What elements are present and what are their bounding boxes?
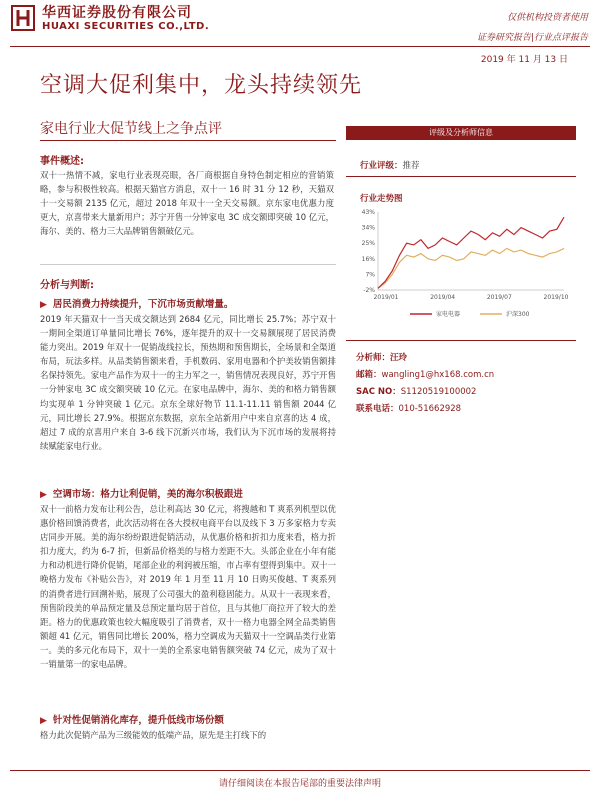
- company-name-en: HUAXI SECURITIES CO.,LTD.: [42, 21, 210, 32]
- rating-row: [360, 153, 420, 172]
- analyst-info: [356, 348, 494, 416]
- y-tick-label: -2%: [363, 287, 375, 294]
- company-name-cn: 华西证券股份有限公司: [42, 5, 192, 21]
- bullet-heading-1: ▶ 居民消费力持续提升，下沉市场贡献增量。: [40, 299, 234, 310]
- phone-label: 联系电话：: [356, 404, 399, 414]
- industry-trend-chart: [350, 206, 576, 324]
- series-line-0: [378, 217, 564, 288]
- x-tick-label: 2019/01: [373, 294, 399, 301]
- series-line-1: [378, 248, 564, 288]
- phone-row: [356, 399, 494, 416]
- page-subtitle: 家电行业大促节线上之争点评: [40, 121, 222, 137]
- bullet-text-1: 2019 年天猫双十一当天成交额达到 2684 亿元，同比增长 25.7%；苏宁双十一期间全渠道订单量同比增长 76%，逐年提升的双十一交易额展现了居民消费能力突出。2019 年双十一促销战线拉长，预热期和预售期长，全场景和全渠道布局，玩法多样。从品类销售额来看，手机数码、家用电器和个护美妆销售额排名保持领先。家电产品作为双十一的主力军之一，销售情况表现良好，苏宁开售一分钟家电 3C 成交额突破 10 亿元。在家电品牌中，海尔、美的和格力销售额均实现单 1 分钟突破 1 亿元。京东全球好物节 11.1-11.11 销售额 2044 亿元，同比增长 27.9%。根据京东数据，京东全站新用户中来自京喜的达 4 成，超过 7 成的京喜用户来自 3-6 线下沉新兴市场，我们认为下沉市场的发展将持续赋能家电行业。: [40, 314, 336, 451]
- sidebar-divider: [346, 340, 576, 341]
- legend-label-0: 家电电器: [436, 311, 461, 318]
- footer-divider: [10, 770, 590, 771]
- analyst-row: [356, 348, 494, 365]
- bullet-heading-2: ▶ 空调市场：格力让利促销，美的海尔积极跟进: [40, 489, 243, 500]
- y-tick-label: 34%: [361, 224, 375, 232]
- rating-label: 行业评级：: [360, 161, 403, 171]
- chart-legend: [410, 310, 530, 318]
- y-tick-label: 7%: [365, 271, 375, 279]
- y-tick-label: 16%: [361, 255, 375, 263]
- triangle-bullet-icon: ▶: [40, 300, 47, 310]
- sac-label: SAC NO：: [356, 387, 401, 397]
- triangle-bullet-icon: ▶: [40, 490, 47, 500]
- analysis-heading: 分析与判断:: [40, 280, 94, 291]
- sac-number: S1120519100002: [400, 387, 477, 397]
- trend-label: 行业走势图: [360, 194, 403, 204]
- report-date: 2019 年 11 月 13 日: [480, 55, 568, 65]
- legal-notice: 请仔细阅读在本报告尾部的重要法律声明: [218, 779, 381, 789]
- y-tick-label: 43%: [361, 209, 375, 216]
- summary-heading: 事件概述:: [40, 156, 84, 167]
- analyst-label: 分析师：: [356, 353, 391, 363]
- bullet-text-2: 双十一前格力发布让利公告，总让利高达 30 亿元，将搜越和 T 爽系列机型以优惠价格回馈消费者，此次活动将在各大授权电商平台以及线下 3 万多家格力专卖店同步开展。美的海尔纷纷跟进促销活动，从优惠价格和折扣力度来看，格力折扣力度大，约为 6-7 折，但新品价格美的与格力差距不大。头部企业在小年有能力和动机进行降价促销，尾部企业的利润被压缩，市占率有望得到集中。双十一晚格力发布《补贴公告》，对 2019 年 1 月至 11 月 10 日购买俊越、T 爽系列的消费者进行回溯补贴，展现了公司强大的盈利稳固能力。从双十一表现来看，预售阶段美的单品预定量及总预定量均居于首位，且与其他厂商拉开了较大的差距。格力的优惠政策也较大幅度吸引了消费者，双十一格力电器全网全品类销售额超 41 亿元，销售同比增长 200%，格力空调成为天猫双十一空调品类行业第一。美的多元化布局下，双十一美的全系家电销售额突破 74 亿元，成为了双十一销量第一的家电品牌。: [40, 504, 336, 670]
- y-tick-label: 25%: [361, 240, 375, 248]
- x-tick-label: 2019/07: [486, 294, 512, 301]
- report-type-tag: 证券研究报告|行业点评报告: [476, 33, 588, 43]
- x-tick-label: 2019/10: [543, 294, 569, 301]
- summary-divider: [40, 264, 336, 265]
- bullet-text-3: 格力此次促销产品为三级能效的低端产品，原先是主打线下的: [40, 730, 267, 740]
- analyst-name: 汪玲: [390, 353, 408, 363]
- email-label: 邮箱：: [356, 370, 382, 380]
- company-logo-icon: [10, 4, 36, 32]
- audience-tag: 仅供机构投资者使用: [506, 13, 588, 23]
- x-tick-label: 2019/04: [430, 294, 456, 301]
- phone-number: 010-51662928: [398, 404, 462, 414]
- page-title: 空调大促利集中，龙头持续领先: [40, 73, 363, 98]
- sidebar-header: 评级及分析师信息: [346, 126, 576, 140]
- subtitle-divider: [40, 140, 336, 141]
- sac-row: [356, 382, 494, 399]
- header-divider: [10, 46, 590, 47]
- sidebar-divider: [346, 176, 576, 177]
- summary-text: 双十一热情不减，家电行业表现亮眼，各厂商根据自身特色制定相应的营销策略，参与积极性较高。根据天猫官方消息，双十一 16 时 31 分 12 秒，天猫双十一交易额 2135 亿元，超过 2018 年双十一全天交易额。京东家电优惠力度更大，京喜带来大量新用户；苏宁开售一分钟家电 3C 成交额即突破 10 亿元，海尔、美的、格力三大品牌销售额破亿元。: [40, 170, 334, 237]
- rating-value: 推荐: [402, 161, 420, 171]
- legend-label-1: 沪深300: [506, 311, 530, 318]
- email-row: [356, 365, 494, 382]
- email-link[interactable]: wangling1@hx168.com.cn: [381, 370, 495, 380]
- triangle-bullet-icon: ▶: [40, 716, 47, 726]
- bullet-heading-3: ▶ 针对性促销消化库存，提升低线市场份额: [40, 715, 224, 726]
